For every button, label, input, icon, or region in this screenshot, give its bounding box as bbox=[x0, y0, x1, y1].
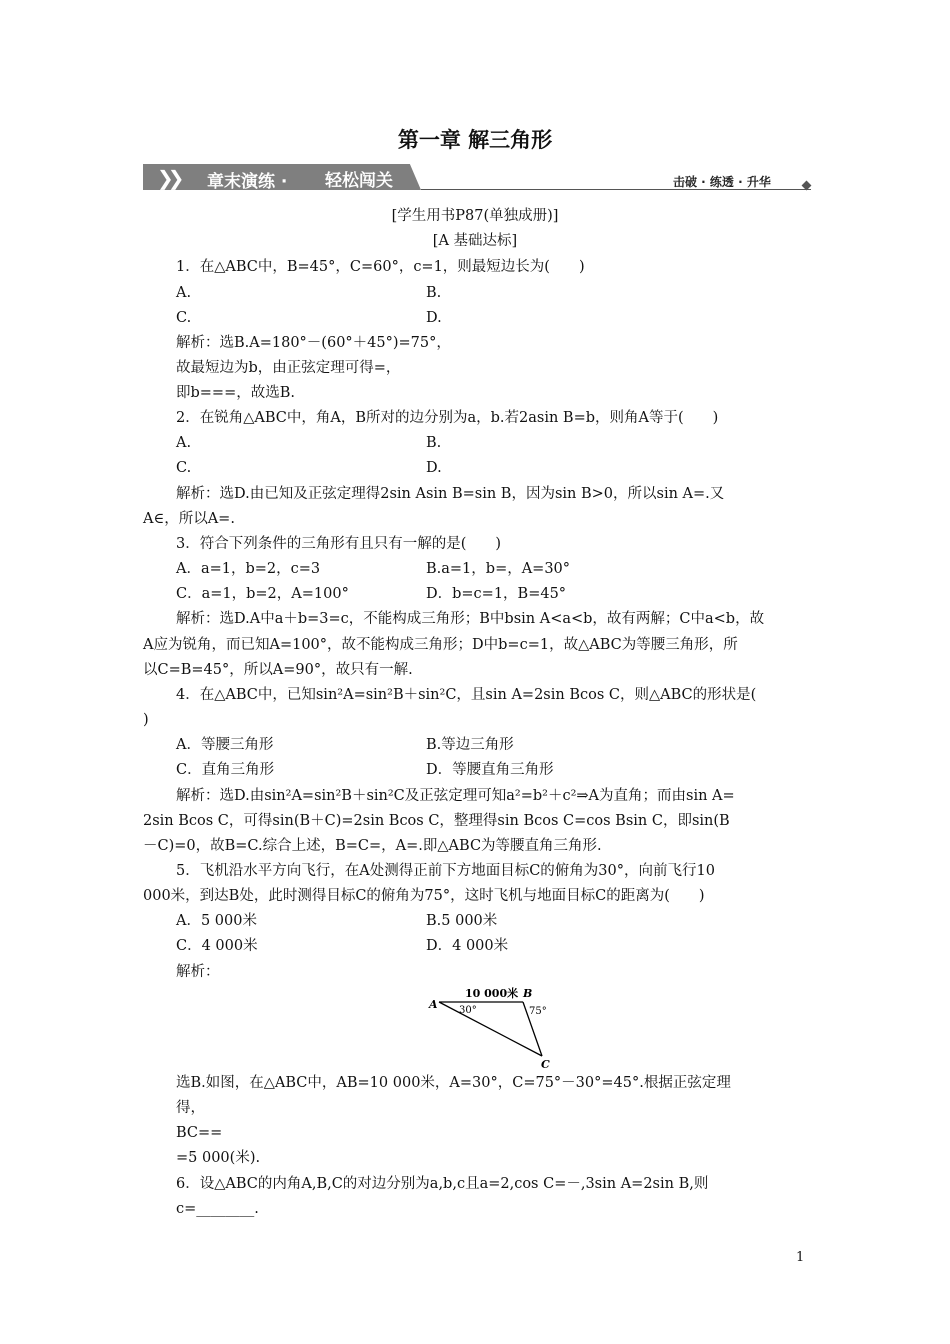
page-number: 1 bbox=[796, 1250, 805, 1265]
triangle-figure bbox=[425, 982, 565, 1072]
text-line: 1．在△ABC中，B=45°，C=60°，c=1，则最短边长为( ) bbox=[176, 259, 585, 275]
text-line: 3．符合下列条件的三角形有且只有一解的是( ) bbox=[176, 536, 502, 552]
text-line: 4．在△ABC中，已知sin²A=sin²B＋sin²C，且sin A=2sin Bcos C，则△ABC的形状是( bbox=[176, 687, 757, 703]
text-line: C. bbox=[176, 460, 192, 476]
label-angle-a: 30° bbox=[459, 1005, 477, 1016]
text-line: B.5 000米 bbox=[426, 913, 498, 929]
text-line: 以C=B=45°，所以A=90°，故只有一解. bbox=[143, 662, 413, 678]
text-line: 即b===，故选B. bbox=[176, 385, 295, 401]
text-line: A．等腰三角形 bbox=[176, 737, 274, 753]
text-line: 解析： bbox=[176, 964, 220, 980]
text-line: A．5 000米 bbox=[176, 913, 257, 929]
book-reference: [学生用书P87(单独成册)] bbox=[391, 208, 559, 224]
text-line: A．a=1，b=2，c=3 bbox=[176, 561, 321, 577]
label-angle-b: 75° bbox=[529, 1006, 547, 1017]
text-line: B.a=1，b=，A=30° bbox=[426, 561, 571, 577]
label-b: B bbox=[523, 987, 533, 1000]
text-line: A∈，所以A=. bbox=[143, 511, 235, 527]
text-line: 选B.如图，在△ABC中，AB=10 000米，A=30°，C=75°－30°=45°.根据正弦定理 bbox=[176, 1075, 731, 1091]
text-line: B. bbox=[426, 285, 442, 301]
chapter-title: 第一章 解三角形 bbox=[397, 128, 553, 152]
banner-left-text2: 轻松闯关 bbox=[325, 171, 393, 191]
section-label: [A 基础达标] bbox=[432, 233, 518, 249]
text-line: B.等边三角形 bbox=[426, 737, 514, 753]
text-line: 6．设△ABC的内角A,B,C的对边分别为a,b,c且a=2,cos C=－,3sin A=2sin B,则 bbox=[176, 1176, 709, 1192]
text-line: 2．在锐角△ABC中，角A，B所对的边分别为a，b.若2asin B=b，则角A等于( ) bbox=[176, 410, 719, 426]
text-line: C. bbox=[176, 310, 192, 326]
text-line: －C)=0，故B=C.综合上述，B=C=，A=.即△ABC为等腰直角三角形. bbox=[143, 838, 602, 854]
text-line: c=________. bbox=[176, 1201, 259, 1217]
chevron-icon: ❯❯ bbox=[157, 166, 179, 190]
text-line: 解析：选D.由已知及正弦定理得2sin Asin B=sin B，因为sin B>0，所以sin A=.又 bbox=[176, 486, 725, 502]
text-line: 5．飞机沿水平方向飞行，在A处测得正前下方地面目标C的俯角为30°，向前飞行10 bbox=[176, 863, 715, 879]
text-line: 解析：选D.A中a＋b=3=c，不能构成三角形；B中bsin A<a<b，故有两解；C中a<b，故 bbox=[176, 611, 765, 627]
text-line: 000米，到达B处，此时测得目标C的俯角为75°，这时飞机与地面目标C的距离为( ) bbox=[143, 888, 705, 904]
text-line: ) bbox=[143, 712, 149, 728]
text-line: A应为锐角，而已知A=100°，故不能构成三角形；D中b=c=1，故△ABC为等腰三角形，所 bbox=[143, 637, 738, 653]
text-line: 解析：选B.A=180°－(60°＋45°)=75°， bbox=[176, 335, 451, 351]
text-line: 解析：选D.由sin²A=sin²B＋sin²C及正弦定理可知a²=b²＋c²⇒A为直角；而由sin A= bbox=[176, 788, 735, 804]
text-line: D．4 000米 bbox=[426, 938, 509, 954]
text-line: D．b=c=1，B=45° bbox=[426, 586, 567, 602]
text-line: 得， bbox=[176, 1100, 205, 1116]
banner-right-text: 击破 · 练透 · 升华 bbox=[673, 175, 771, 189]
segment-ac bbox=[439, 1002, 542, 1056]
text-line: =5 000(米). bbox=[176, 1150, 261, 1166]
section-banner bbox=[143, 162, 815, 192]
label-c: C bbox=[541, 1058, 550, 1071]
text-line: 2sin Bcos C，可得sin(B＋C)=2sin Bcos C，整理得sin Bcos C=cos Bsin C，即sin(B bbox=[143, 813, 730, 829]
text-line: A. bbox=[176, 435, 192, 451]
text-line: A. bbox=[176, 285, 192, 301]
text-line: C．4 000米 bbox=[176, 938, 258, 954]
text-line: D. bbox=[426, 310, 442, 326]
text-line: D．等腰直角三角形 bbox=[426, 762, 554, 778]
text-line: C．直角三角形 bbox=[176, 762, 275, 778]
text-line: C．a=1，b=2，A=100° bbox=[176, 586, 349, 602]
text-line: BC== bbox=[176, 1125, 223, 1141]
text-line: 故最短边为b，由正弦定理可得=， bbox=[176, 360, 401, 376]
text-line: D. bbox=[426, 460, 442, 476]
label-a: A bbox=[429, 998, 438, 1011]
text-line: B. bbox=[426, 435, 442, 451]
banner-left-text: 章末演练 · bbox=[207, 172, 288, 192]
label-distance: 10 000米 bbox=[465, 987, 519, 1000]
